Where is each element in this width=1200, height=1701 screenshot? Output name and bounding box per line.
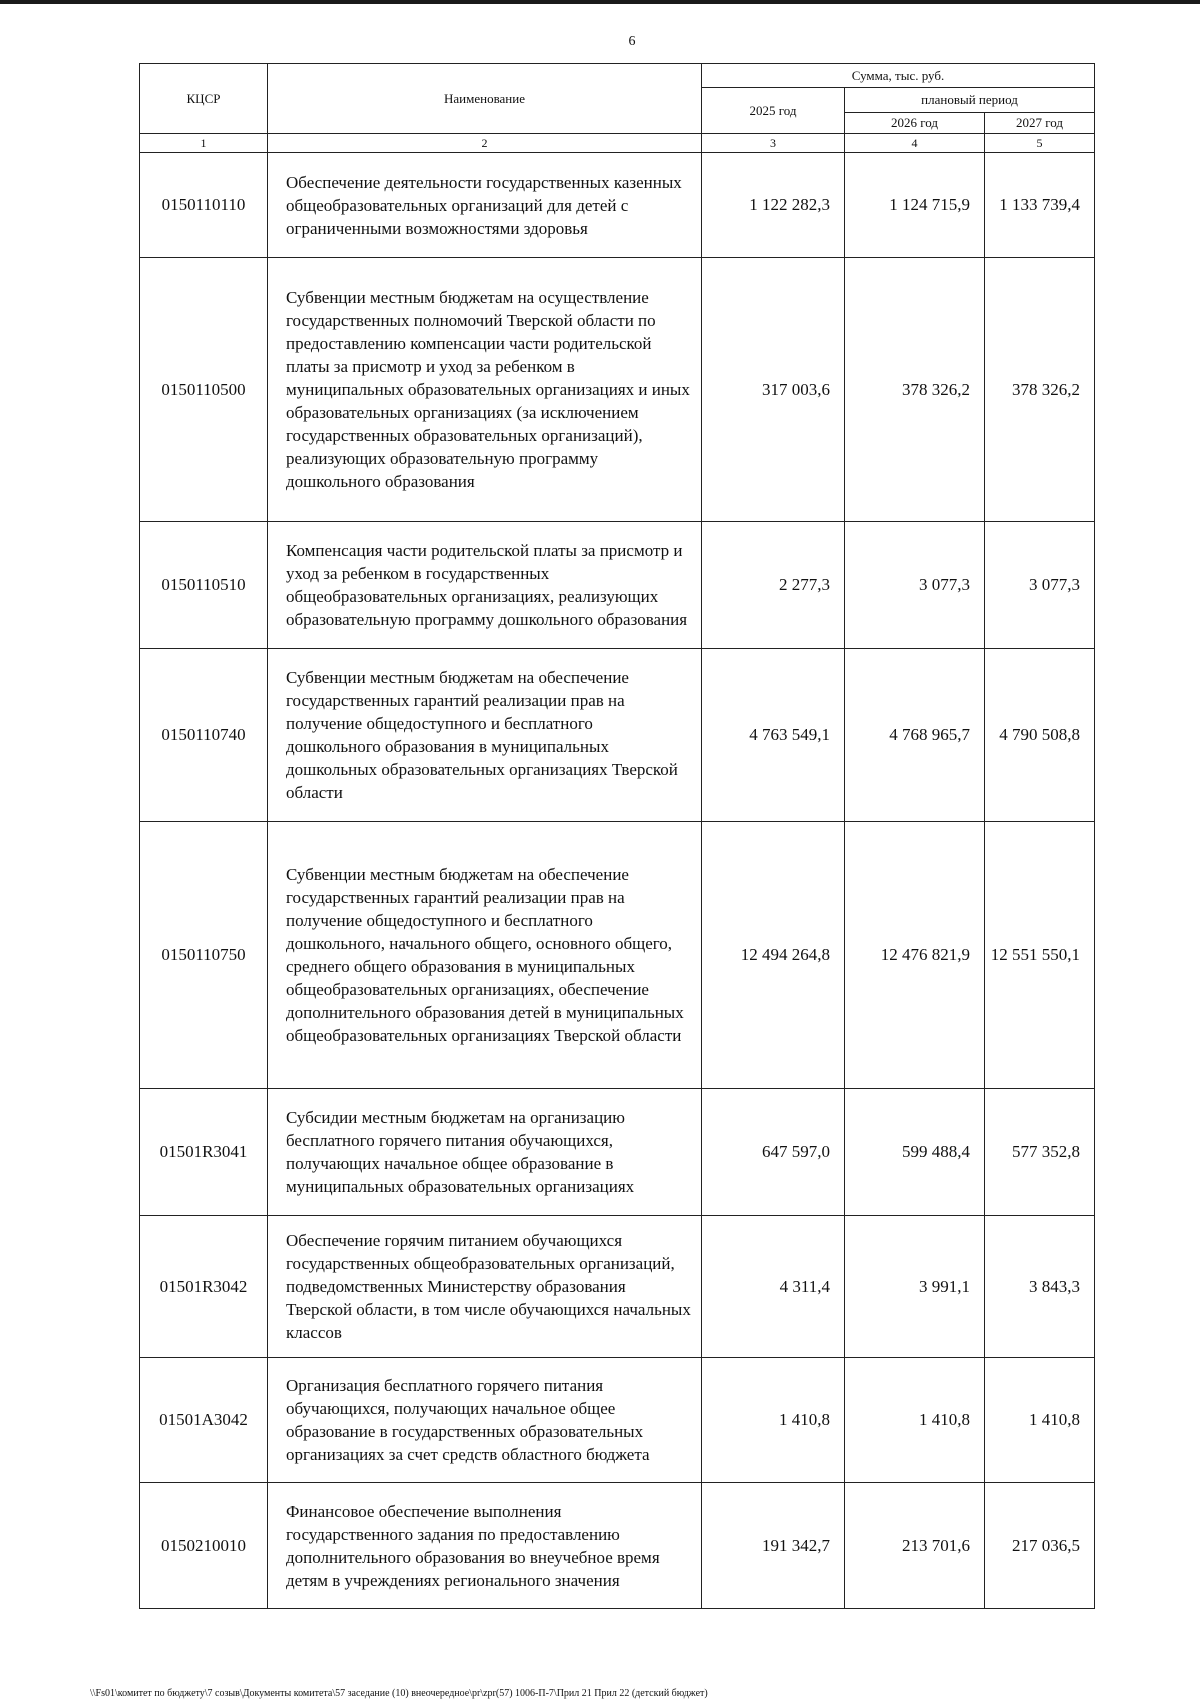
header-name: Наименование	[268, 64, 702, 134]
table-row	[140, 153, 1095, 258]
table-row	[140, 522, 1095, 649]
page-number: 6	[628, 34, 636, 49]
row-value-2026: 1 410,8	[845, 1358, 985, 1483]
row-name: Субсидии местным бюджетам на организацию бесплатного горячего питания обучающихся, получающих начальное общее образование в муниципальных образовательных организациях	[268, 1089, 702, 1216]
row-value-2025: 12 494 264,8	[702, 822, 845, 1089]
row-value-2026: 12 476 821,9	[845, 822, 985, 1089]
row-value-2026: 378 326,2	[845, 258, 985, 522]
row-value-2027: 3 843,3	[985, 1216, 1095, 1358]
header-sum-group: Сумма, тыс. руб.	[702, 64, 1095, 88]
row-code: 0150110740	[140, 649, 268, 822]
top-border-line	[0, 0, 1200, 4]
budget-table	[139, 63, 1095, 1609]
row-value-2027: 3 077,3	[985, 522, 1095, 649]
table-row	[140, 649, 1095, 822]
row-value-2027: 1 410,8	[985, 1358, 1095, 1483]
row-value-2025: 647 597,0	[702, 1089, 845, 1216]
row-name: Субвенции местным бюджетам на обеспечение государственных гарантий реализации прав на получение общедоступного и бесплатного дошкольного, начального общего, основного общего, среднего общего образования в муниципальных общеобразовательных организациях, обеспечение дополнительного образования детей в муниципальных общеобразовательных организациях Тверской области	[268, 822, 702, 1089]
row-value-2025: 4 311,4	[702, 1216, 845, 1358]
row-value-2025: 1 122 282,3	[702, 153, 845, 258]
header-year-2026: 2026 год	[845, 113, 985, 134]
row-code: 0150110750	[140, 822, 268, 1089]
row-value-2025: 2 277,3	[702, 522, 845, 649]
row-value-2027: 1 133 739,4	[985, 153, 1095, 258]
row-value-2026: 4 768 965,7	[845, 649, 985, 822]
table-row	[140, 822, 1095, 1089]
row-value-2026: 599 488,4	[845, 1089, 985, 1216]
row-value-2025: 1 410,8	[702, 1358, 845, 1483]
row-name: Компенсация части родительской платы за присмотр и уход за ребенком в государственных общеобразовательных организациях, реализующих образовательную программу дошкольного образования	[268, 522, 702, 649]
row-name: Финансовое обеспечение выполнения государственного задания по предоставлению дополнительного образования во внеучебное время детям в учреждениях регионального значения	[268, 1483, 702, 1609]
row-value-2025: 317 003,6	[702, 258, 845, 522]
footer-file-path: \\Fs01\комитет по бюджету\7 созыв\Документы комитета\57 заседание (10) внеочередное\pr\zpr(57) 1006-П-7\Прил 21 Прил 22 (детский бюджет)	[90, 1688, 708, 1699]
col-index-3: 3	[702, 134, 845, 153]
row-name: Обеспечение горячим питанием обучающихся государственных общеобразовательных организаций, подведомственных Министерству образования Тверской области, в том числе обучающихся начальных классов	[268, 1216, 702, 1358]
row-value-2027: 217 036,5	[985, 1483, 1095, 1609]
table-row	[140, 1216, 1095, 1358]
row-name: Субвенции местным бюджетам на обеспечение государственных гарантий реализации прав на получение общедоступного и бесплатного дошкольного образования в муниципальных дошкольных образовательных организациях Тверской области	[268, 649, 702, 822]
col-index-4: 4	[845, 134, 985, 153]
row-value-2026: 213 701,6	[845, 1483, 985, 1609]
row-value-2027: 4 790 508,8	[985, 649, 1095, 822]
col-index-1: 1	[140, 134, 268, 153]
header-planned-period: плановый период	[845, 88, 1095, 113]
row-value-2027: 378 326,2	[985, 258, 1095, 522]
row-value-2025: 4 763 549,1	[702, 649, 845, 822]
row-value-2027: 12 551 550,1	[985, 822, 1095, 1089]
header-year-2027: 2027 год	[985, 113, 1095, 134]
table-row	[140, 1358, 1095, 1483]
row-code: 0150110500	[140, 258, 268, 522]
row-name: Организация бесплатного горячего питания обучающихся, получающих начальное общее образование в государственных образовательных организациях за счет средств областного бюджета	[268, 1358, 702, 1483]
row-code: 0150110510	[140, 522, 268, 649]
row-name: Обеспечение деятельности государственных казенных общеобразовательных организаций для детей с ограниченными возможностями здоровья	[268, 153, 702, 258]
col-index-2: 2	[268, 134, 702, 153]
table-row	[140, 258, 1095, 522]
col-index-5: 5	[985, 134, 1095, 153]
table-row	[140, 1483, 1095, 1609]
table-row	[140, 1089, 1095, 1216]
row-code: 0150110110	[140, 153, 268, 258]
row-name: Субвенции местным бюджетам на осуществление государственных полномочий Тверской области по предоставлению компенсации части родительской платы за присмотр и уход за ребенком в муниципальных образовательных организациях и иных образовательных организациях (за исключением государственных образовательных организаций), реализующих образовательную программу дошкольного образования	[268, 258, 702, 522]
header-year-2025: 2025 год	[702, 88, 845, 134]
row-code: 0150210010	[140, 1483, 268, 1609]
row-code: 01501R3042	[140, 1216, 268, 1358]
row-value-2027: 577 352,8	[985, 1089, 1095, 1216]
row-code: 01501A3042	[140, 1358, 268, 1483]
row-code: 01501R3041	[140, 1089, 268, 1216]
row-value-2026: 1 124 715,9	[845, 153, 985, 258]
row-value-2026: 3 077,3	[845, 522, 985, 649]
row-value-2026: 3 991,1	[845, 1216, 985, 1358]
header-code: КЦСР	[140, 64, 268, 134]
row-value-2025: 191 342,7	[702, 1483, 845, 1609]
